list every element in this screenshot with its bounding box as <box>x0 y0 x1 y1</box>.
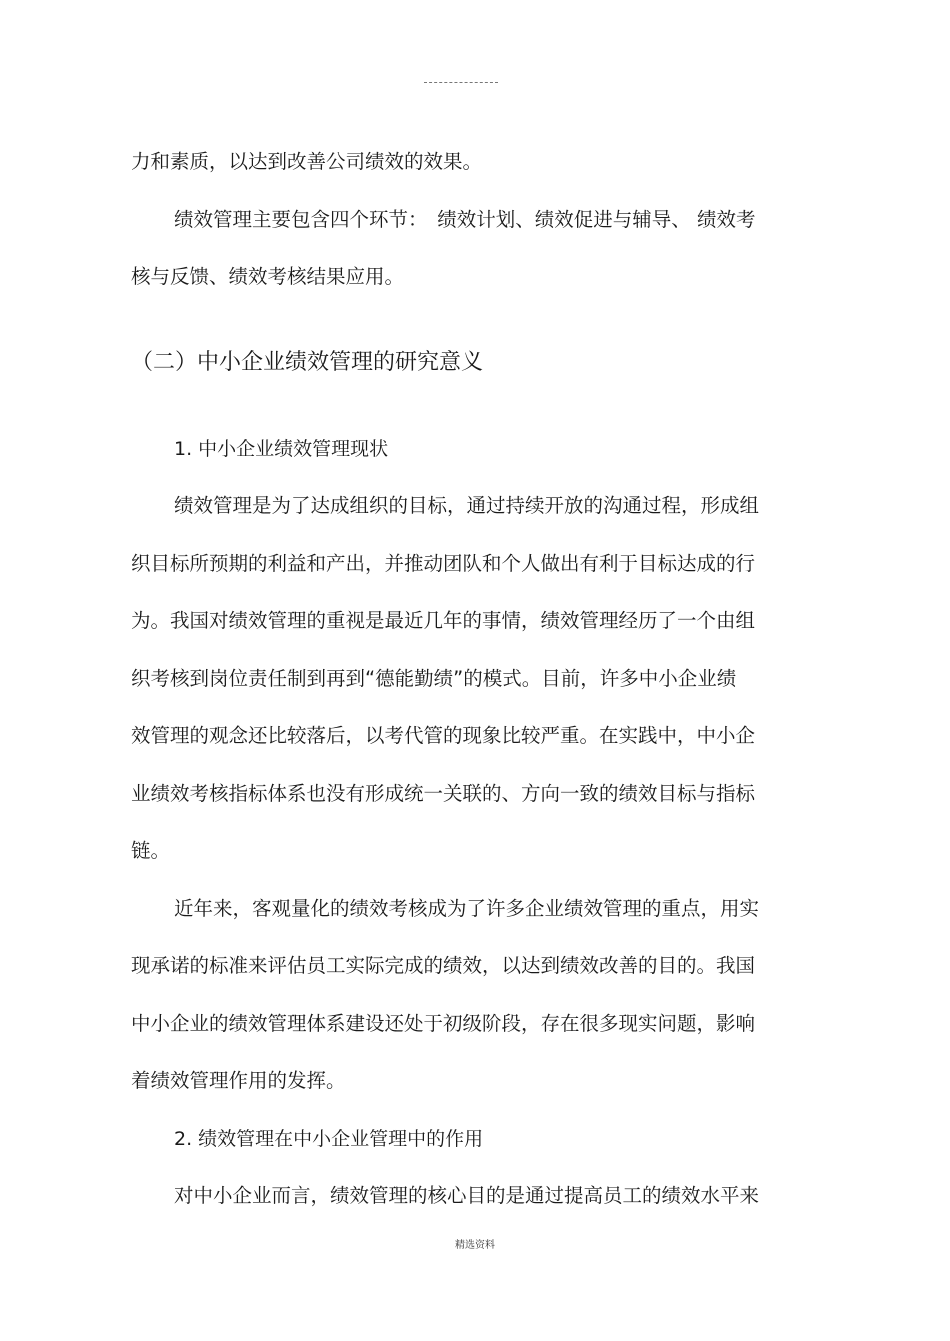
body-line: 近年来，客观量化的绩效考核成为了许多企业绩效管理的重点，用实 <box>174 897 760 920</box>
body-line: 着绩效管理作用的发挥。 <box>131 1069 346 1092</box>
header-rule <box>424 82 498 83</box>
body-line: 绩效管理是为了达成组织的目标，通过持续开放的沟通过程，形成组 <box>174 494 760 517</box>
body-line: 织考核到岗位责任制到再到“德能勤绩”的模式。目前，许多中小企业绩 <box>131 667 737 690</box>
body-line: 力和素质，以达到改善公司绩效的效果。 <box>131 150 483 173</box>
body-line: 核与反馈、绩效考核结果应用。 <box>131 265 405 288</box>
body-line: 中小企业的绩效管理体系建设还处于初级阶段，存在很多现实问题，影响 <box>131 1012 756 1035</box>
subheading-1: 1. 中小企业绩效管理现状 <box>174 438 389 460</box>
body-line: 链。 <box>131 839 171 862</box>
body-line: 业绩效考核指标体系也没有形成统一关联的、方向一致的绩效目标与指标 <box>131 782 756 805</box>
body-line: 织目标所预期的利益和产出，并推动团队和个人做出有利于目标达成的行 <box>131 552 756 575</box>
body-line: 为。我国对绩效管理的重视是最近几年的事情，绩效管理经历了一个由组 <box>131 609 756 632</box>
body-line: 绩效管理主要包含四个环节： 绩效计划、绩效促进与辅导、 绩效考 <box>174 208 756 231</box>
body-line: 对中小企业而言，绩效管理的核心目的是通过提高员工的绩效水平来 <box>174 1184 760 1207</box>
page-footer: 精选资料 <box>455 1240 495 1251</box>
subheading-2: 2. 绩效管理在中小企业管理中的作用 <box>174 1128 484 1150</box>
body-line: 效管理的观念还比较落后，以考代管的现象比较严重。在实践中，中小企 <box>131 724 756 747</box>
section-heading: （二）中小企业绩效管理的研究意义 <box>131 350 484 375</box>
body-line: 现承诺的标准来评估员工实际完成的绩效，以达到绩效改善的目的。我国 <box>131 954 756 977</box>
